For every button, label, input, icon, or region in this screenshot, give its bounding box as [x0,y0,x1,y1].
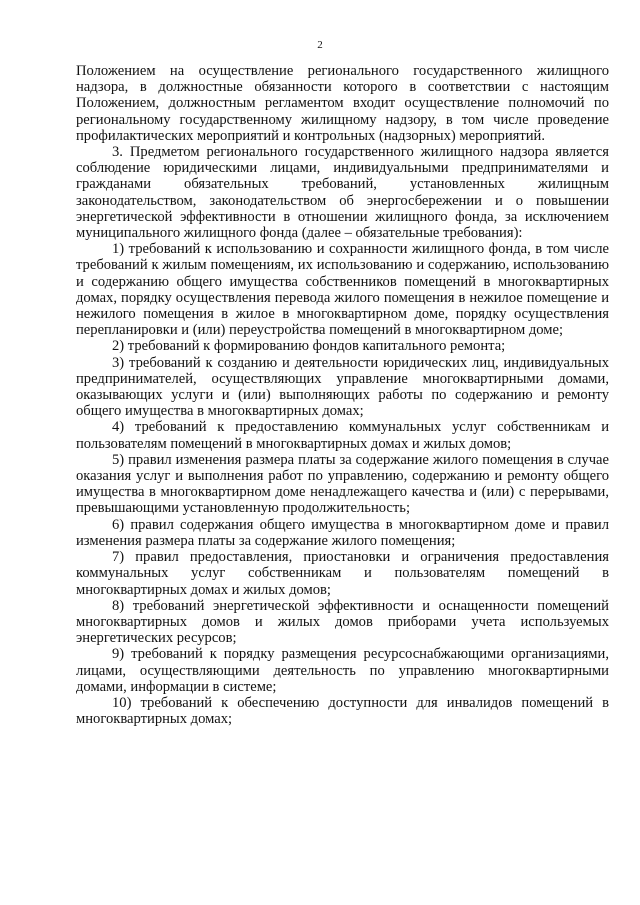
list-item-9: 9) требований к порядку размещения ресурсоснабжающими организациями, лицами, осуществляющими деятельность по управлению многоквартирными домами, информации в системе; [76,646,609,695]
paragraph-item-3: 3. Предметом регионального государственного жилищного надзора является соблюдение юридическими лицами, индивидуальными предпринимателями и гражданами обязательных требований, установленных жилищным законодательством, законодательством об энергосбережении и о повышении энергетической эффективности в отношении жилищного фонда, за исключением муниципального жилищного фонда (далее – обязательные требования): [76,144,609,242]
list-item-4: 4) требований к предоставлению коммунальных услуг собственникам и пользователям помещений в многоквартирных домах и жилых домов; [76,419,609,452]
document-body [76,63,609,727]
page-number: 2 [317,39,323,51]
list-item-7: 7) правил предоставления, приостановки и ограничения предоставления коммунальных услуг собственникам и пользователям помещений в многоквартирных домах и жилых домов; [76,549,609,598]
paragraph-continuation: Положением на осуществление регионального государственного жилищного надзора, в должностные обязанности которого в соответствии с настоящим Положением, должностным регламентом входит осуществление полномочий по региональному государственному жилищному надзору, в том числе проведение профилактических мероприятий и контрольных (надзорных) мероприятий. [76,63,609,144]
list-item-10: 10) требований к обеспечению доступности для инвалидов помещений в многоквартирных домах; [76,694,609,728]
list-item-3: 3) требований к созданию и деятельности юридических лиц, индивидуальных предпринимателей, осуществляющих управление многоквартирными домами, оказывающих услуги и (или) выполняющих работы по содержанию и ремонту общего имущества в многоквартирных домах; [76,354,609,420]
list-item-6: 6) правил содержания общего имущества в многоквартирном доме и правил изменения размера платы за содержание жилого помещения; [76,516,609,549]
list-item-5: 5) правил изменения размера платы за содержание жилого помещения в случае оказания услуг и выполнения работ по управлению, содержанию и ремонту общего имущества в многоквартирном доме ненадлежащего качества и (или) с перерывами, превышающими установленную продолжительность; [76,451,609,517]
list-item-2: 2) требований к формированию фондов капитального ремонта; [112,338,506,355]
list-item-8: 8) требований энергетической эффективности и оснащенности помещений многоквартирных домов и жилых домов приборами учета используемых энергетических ресурсов; [76,597,609,647]
list-item-1: 1) требований к использованию и сохранности жилищного фонда, в том числе требований к жилым помещениям, их использованию и содержанию, использованию и содержанию общего имущества собственников помещений в многоквартирных домах, порядку осуществления перевода жилого помещения в нежилое помещение и нежилого помещения в жилое в многоквартирном доме, порядку осуществления перепланировки и (или) переустройства помещений в многоквартирном доме; [76,241,609,339]
